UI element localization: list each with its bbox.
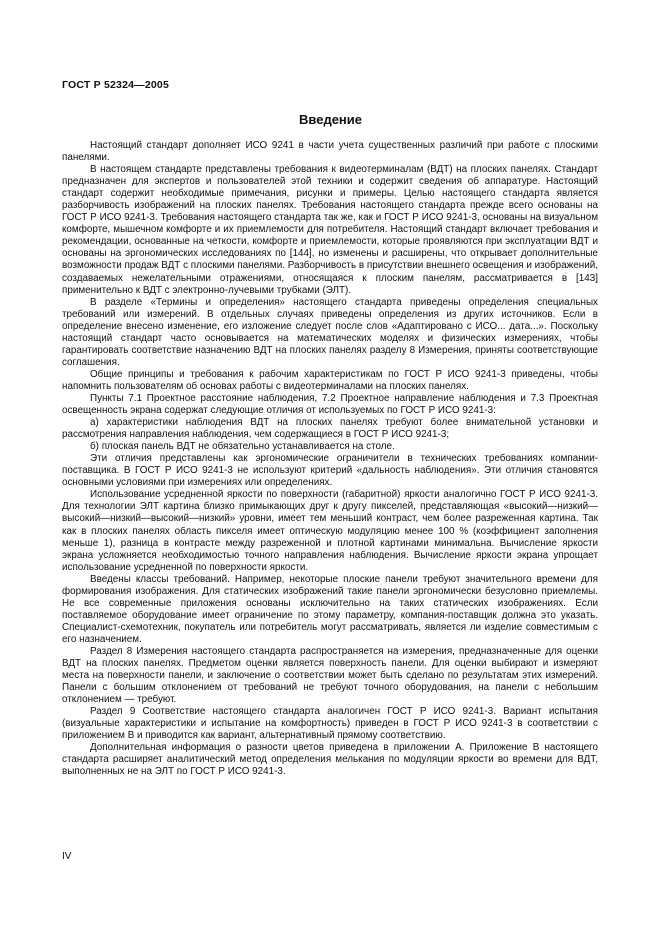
section-title: Введение [299, 112, 362, 127]
paragraph: Пункты 7.1 Проектное расстояние наблюдения, 7.2 Проектное направление наблюдения и 7.3 Проектная освещенность экрана содержат следующие отличия от используемых по ГОСТ Р ИСО 9241-3: [62, 392, 598, 417]
document-header: ГОСТ Р 52324—2005 [62, 79, 170, 91]
paragraph: В разделе «Термины и определения» настоящего стандарта приведены определения специальных требований или измерений. В отдельных случаях приведены определения из других источников. Если в определение внесено изменение, его изложение следует после слов «Адаптировано с ИСО... дата...». Поскольку настоящий стандарт часто основывается на математических моделях и физических измерениях, чтобы гарантировать соответствие назначению ВДТ на плоских панелях разделу 8 Измерения, приняты соответствующие соглашения. [62, 296, 598, 368]
list-item: а) характеристики наблюдения ВДТ на плоских панелях требуют более внимательной установки и рассмотрения направления наблюдения, чем содержащиеся в ГОСТ Р ИСО 9241-3; [62, 417, 598, 441]
page-number: IV [62, 851, 72, 862]
paragraph: Дополнительная информация о разности цветов приведена в приложении А. Приложение В настоящего стандарта расширяет аналитический метод определения мелькания по модуляции яркости во времени для ВДТ, выполненных не на ЭЛТ по ГОСТ Р ИСО 9241-3. [62, 742, 598, 778]
paragraph: Использование усредненной яркости по поверхности (габаритной) яркости аналогично ГОСТ Р ИСО 9241-3. Для технологии ЭЛТ картина близко примыкающих друг к другу пикселей, представляющая «высокий—низкий—высокий—низкий—высокий—низкий» уровни, имеет тем меньший контраст, чем более разреженная картина. Так как в плоских панелях область пикселя имеет оптическую модуляцию менее 100 % (коэффициент заполнения меньше 1), разница в контрасте между разреженной и плотной картинами минимальна. Вычисление яркости экрана усложняется необходимостью точного направления наблюдения. Вычисление яркости экрана упрощает использование усредненной по поверхности яркости. [62, 489, 598, 573]
paragraph: Раздел 9 Соответствие настоящего стандарта аналогичен ГОСТ Р ИСО 9241-3. Вариант испытания (визуальные характеристики и испытание на комфортность) приведен в ГОСТ Р ИСО 9241-3 в соответствии с приложением В и приводится как вариант, альтернативный прямому соответствию. [62, 706, 598, 742]
paragraph: Эти отличия представлены как эргономические ограничители в технических требованиях компании-поставщика. В ГОСТ Р ИСО 9241-3 не используют критерий «дальность наблюдения». Эти отличия становятся основными условиями при измерениях или определениях. [62, 453, 598, 489]
list-item: б) плоская панель ВДТ не обязательно устанавливается на столе. [90, 441, 395, 453]
document-body [62, 140, 598, 778]
paragraph: В настоящем стандарте представлены требования к видеотерминалам (ВДТ) на плоских панелях. Стандарт предназначен для экспертов и пользователей этой техники и содержит сведения об аппаратуре. Настоящий стандарт содержит необходимые примечания, рисунки и примеры. Целью настоящего стандарта является разборчивость изображений на плоских панелях. Требования настоящего стандарта прежде всего основаны на ГОСТ Р ИСО 9241-3. Требования настоящего стандарта так же, как и ГОСТ Р ИСО 9241-3, основаны на визуальном комфорте, мышечном комфорте и их приемлемости для потребителя. Настоящий стандарт включает требования и рекомендации, основанные на четкости, комфорте и приемлемости, которые проявляются при эксплуатации ВДТ и основаны на эргономических исследованиях по [144], но изменены и расширены, что открывает дополнительные возможности продаж ВДТ с плоскими панелями. Разборчивость в присутствии внешнего освещения и изображений, создаваемых нежелательными отражениями, относящаяся к плоским панелям, рассматривается в [143] применительно к ВДТ с электронно-лучевыми трубками (ЭЛТ). [62, 164, 598, 296]
paragraph: Настоящий стандарт дополняет ИСО 9241 в части учета существенных различий при работе с плоскими панелями. [62, 140, 598, 164]
paragraph: Общие принципы и требования к рабочим характеристикам по ГОСТ Р ИСО 9241-3 приведены, чтобы напомнить пользователям об основах работы с видеотерминалами на плоских панелях. [62, 368, 598, 392]
paragraph: Раздел 8 Измерения настоящего стандарта распространяется на измерения, предназначенные для оценки ВДТ на плоских панелях. Предметом оценки является поверхность панели. Для оценки выбирают и измеряют места на поверхности панели, и заключение о соответствии может быть сделано по результатам этих измерений. Панели с большим отклонением от требований не требуют точного оборудования, на панели с небольшим отклонением — требуют. [62, 645, 598, 706]
paragraph: Введены классы требований. Например, некоторые плоские панели требуют значительного времени для формирования изображения. Для статических изображений такие панели эргономически безусловно приемлемы. Не все современные приложения основаны исключительно на таких статических изображениях. Если поставляемое оборудование имеет ограничение по этому параметру, компания-поставщик должна это указать. Специалист-схемотехник, покупатель или потребитель могут рассматривать, является ли изделие совместимым с его назначением. [62, 573, 598, 645]
